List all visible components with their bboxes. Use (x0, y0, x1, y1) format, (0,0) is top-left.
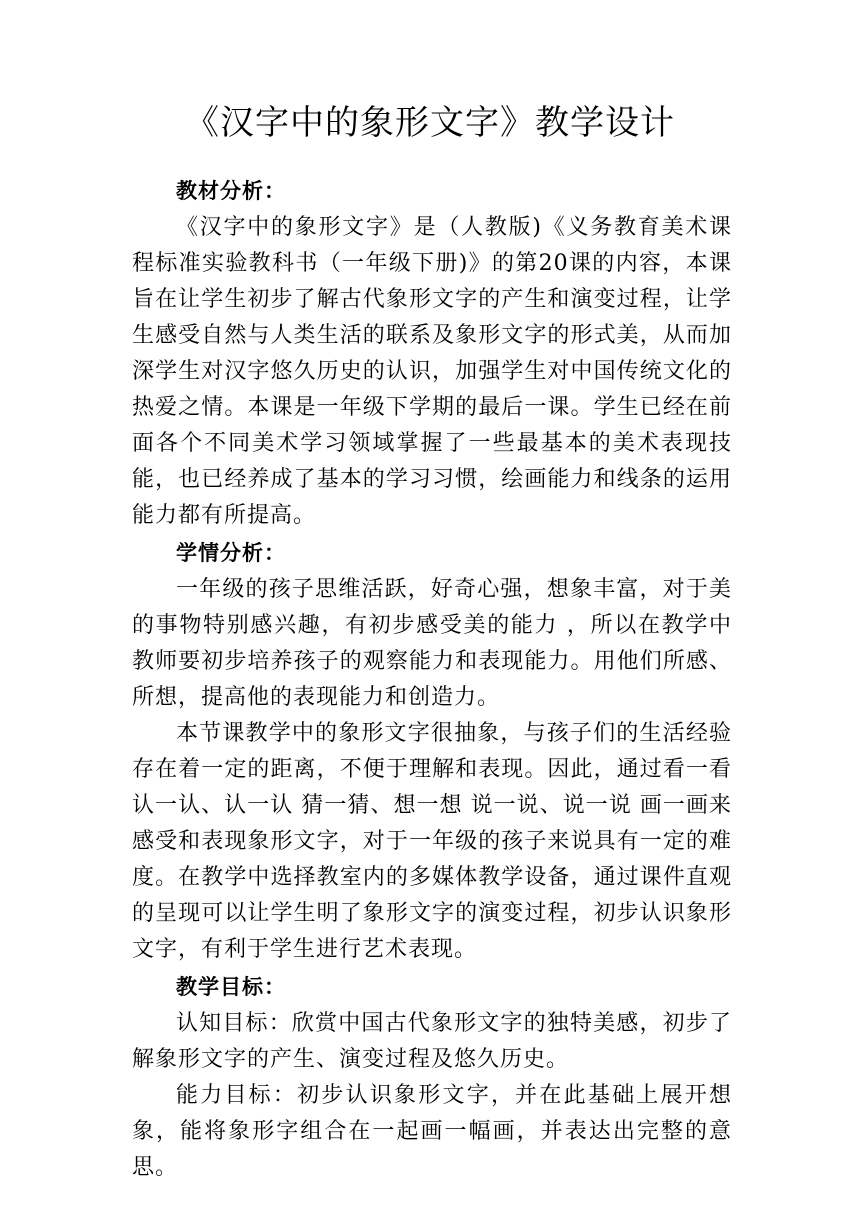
student-analysis-paragraph-1: 一年级的孩子思维活跃，好奇心强，想象丰富，对于美的事物特别感兴趣，有初步感受美的能力 ，所以在教学中教师要初步培养孩子的观察能力和表现能力。用他们所感、所想，提高他的表现能力和创造力。 (132, 577, 732, 710)
section-heading-teaching-goals: 教学目标： (176, 975, 286, 999)
document-body (132, 172, 732, 1186)
cognitive-goal-paragraph: 认知目标：欣赏中国古代象形文字的独特美感，初步了解象形文字的产生、演变过程及悠久历史。 (132, 1011, 732, 1072)
document-title: 《汉字中的象形文字》教学设计 (185, 103, 675, 143)
section-heading-student-analysis: 学情分析： (176, 541, 286, 565)
student-analysis-paragraph-2: 本节课教学中的象形文字很抽象，与孩子们的生活经验存在着一定的距离，不便于理解和表现。因此，通过看一看认一认、认一认 猜一猜、想一想 说一说、说一说 画一画来感受和表现象形文字，对于一年级的孩子来说具有一定的难度。在教学中选择教室内的多媒体教学设备，通过课件直观的呈现可以让学生明了象形文字的演变过程，初步认识象形文字，有利于学生进行艺术表现。 (132, 721, 732, 962)
section-heading-textbook-analysis: 教材分析： (176, 179, 286, 203)
textbook-analysis-paragraph: 《汉字中的象形文字》是（人教版)《义务教育美术课程标准实验教科书（一年级下册)》的第20课的内容，本课旨在让学生初步了解古代象形文字的产生和演变过程，让学生感受自然与人类生活的联系及象形文字的形式美，从而加深学生对汉字悠久历史的认识，加强学生对中国传统文化的热爱之情。本课是一年级下学期的最后一课。学生已经在前面各个不同美术学习领域掌握了一些最基本的美术表现技能，也已经养成了基本的学习习惯，绘画能力和线条的运用能力都有所提高。 (132, 215, 732, 528)
ability-goal-paragraph: 能力目标：初步认识象形文字，并在此基础上展开想象，能将象形字组合在一起画一幅画，并表达出完整的意思。 (132, 1083, 732, 1180)
